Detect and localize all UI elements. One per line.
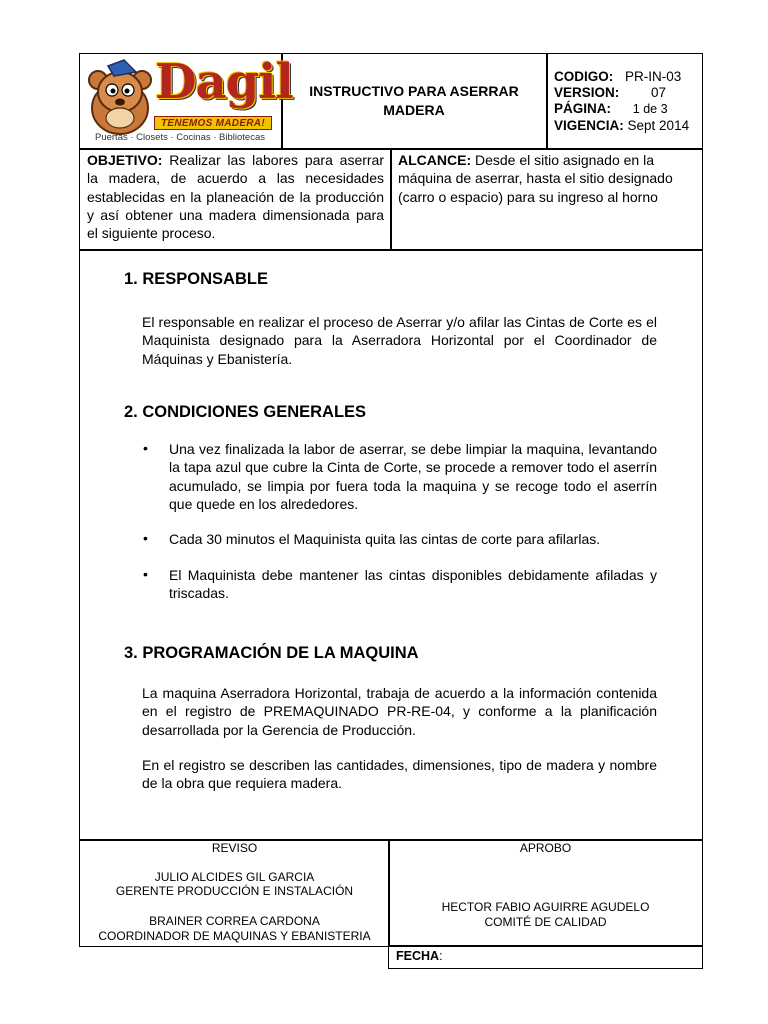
alcance-body: Desde el sitio asignado en la máquina de aserrar, hasta el sitio designado (carro o espacio) para su ingreso al horno (398, 152, 673, 205)
fecha-label: FECHA (396, 949, 440, 963)
section-responsable-heading: 1. RESPONSABLE (124, 270, 268, 288)
version-row (554, 85, 666, 101)
objetivo-label: OBJETIVO: (87, 152, 163, 168)
section-responsable-text: El responsable en realizar el proceso de Aserrar y/o afilar las Cintas de Corte es el Maquinista designado para la Aserradora Horizontal por el Coordinador de Máquinas y Ebanistería. (142, 314, 657, 367)
codigo-row (554, 69, 681, 85)
objetivo-body: Realizar las labores para aserrar la madera, de acuerdo a las necesidades establecidas en la planeación de la producción y así obtener una madera dimensionada para el siguiente proceso. (87, 152, 385, 242)
logo-brand-text: Dagil (155, 54, 293, 110)
fecha-field[interactable] (396, 949, 443, 963)
section-programacion-heading: 3. PROGRAMACIÓN DE LA MAQUINA (124, 644, 419, 662)
vigencia-row (554, 118, 689, 134)
alcance-text (398, 151, 698, 206)
aprobo-role: COMITÉ DE CALIDAD (484, 915, 607, 929)
condiciones-bullet-2: Cada 30 minutos el Maquinista quita las cintas de corte para afilarlas. (169, 531, 601, 547)
bullet-icon: • (143, 566, 148, 582)
pagina-label: PÁGINA: (554, 101, 611, 116)
condiciones-bullet-3: El Maquinista debe mantener las cintas disponibles debidamente afiladas y triscadas. (169, 567, 657, 602)
logo-tagline: TENEMOS MADERA! (154, 116, 272, 130)
bullet-icon: • (143, 530, 148, 546)
condiciones-bullet-1: Una vez finalizada la labor de aserrar, se debe limpiar la maquina, levantando la tapa azul que cubre la Cinta de Corte, se procede a remover todo el aserrín acumulado, se limpia por fuera toda la maquina y se recoge todo el aserrín que quede en los alrededores. (169, 441, 657, 512)
objetivo-text (87, 151, 384, 242)
section-programacion-p1: La maquina Aserradora Horizontal, trabaja de acuerdo a la información contenida en el registro de PREMAQUINADO PR-RE-04, y conforme a la planificación desarrollada por la Gerencia de Producción. (142, 685, 657, 738)
reviso-name-1: JULIO ALCIDES GIL GARCIA (154, 870, 315, 884)
version-value: 07 (651, 85, 667, 100)
reviso-name-2: BRAINER CORREA CARDONA (149, 914, 320, 928)
reviso-role-1: GERENTE PRODUCCIÓN E INSTALACIÓN (115, 884, 354, 898)
codigo-label: CODIGO: (554, 69, 614, 84)
pagina-row (554, 101, 668, 117)
beaver-mascot-icon (84, 58, 156, 136)
vigencia-label: VIGENCIA: (554, 118, 624, 133)
aprobo-name: HECTOR FABIO AGUIRRE AGUDELO (441, 900, 650, 914)
document-title: INSTRUCTIVO PARA ASERRAR MADERA (309, 83, 519, 118)
reviso-label: REVISO (211, 841, 258, 855)
alcance-label: ALCANCE: (398, 152, 472, 168)
pagina-value: 1 de 3 (632, 102, 668, 116)
aprobo-label: APROBO (519, 841, 572, 855)
vigencia-value: Sept 2014 (627, 118, 690, 133)
section-programacion-p2: En el registro se describen las cantidades, dimensiones, tipo de madera y nombre de la obra que requiera madera. (142, 757, 657, 792)
fecha-separator: : (439, 949, 443, 963)
logo-subline: Puertas · Closets · Cocinas · Bibliotecas (94, 132, 265, 143)
section-condiciones-heading: 2. CONDICIONES GENERALES (124, 403, 367, 421)
reviso-role-2: COORDINADOR DE MAQUINAS Y EBANISTERIA (98, 929, 371, 943)
codigo-value: PR-IN-03 (625, 69, 682, 84)
bullet-icon: • (143, 440, 148, 456)
version-label: VERSION: (554, 85, 620, 100)
